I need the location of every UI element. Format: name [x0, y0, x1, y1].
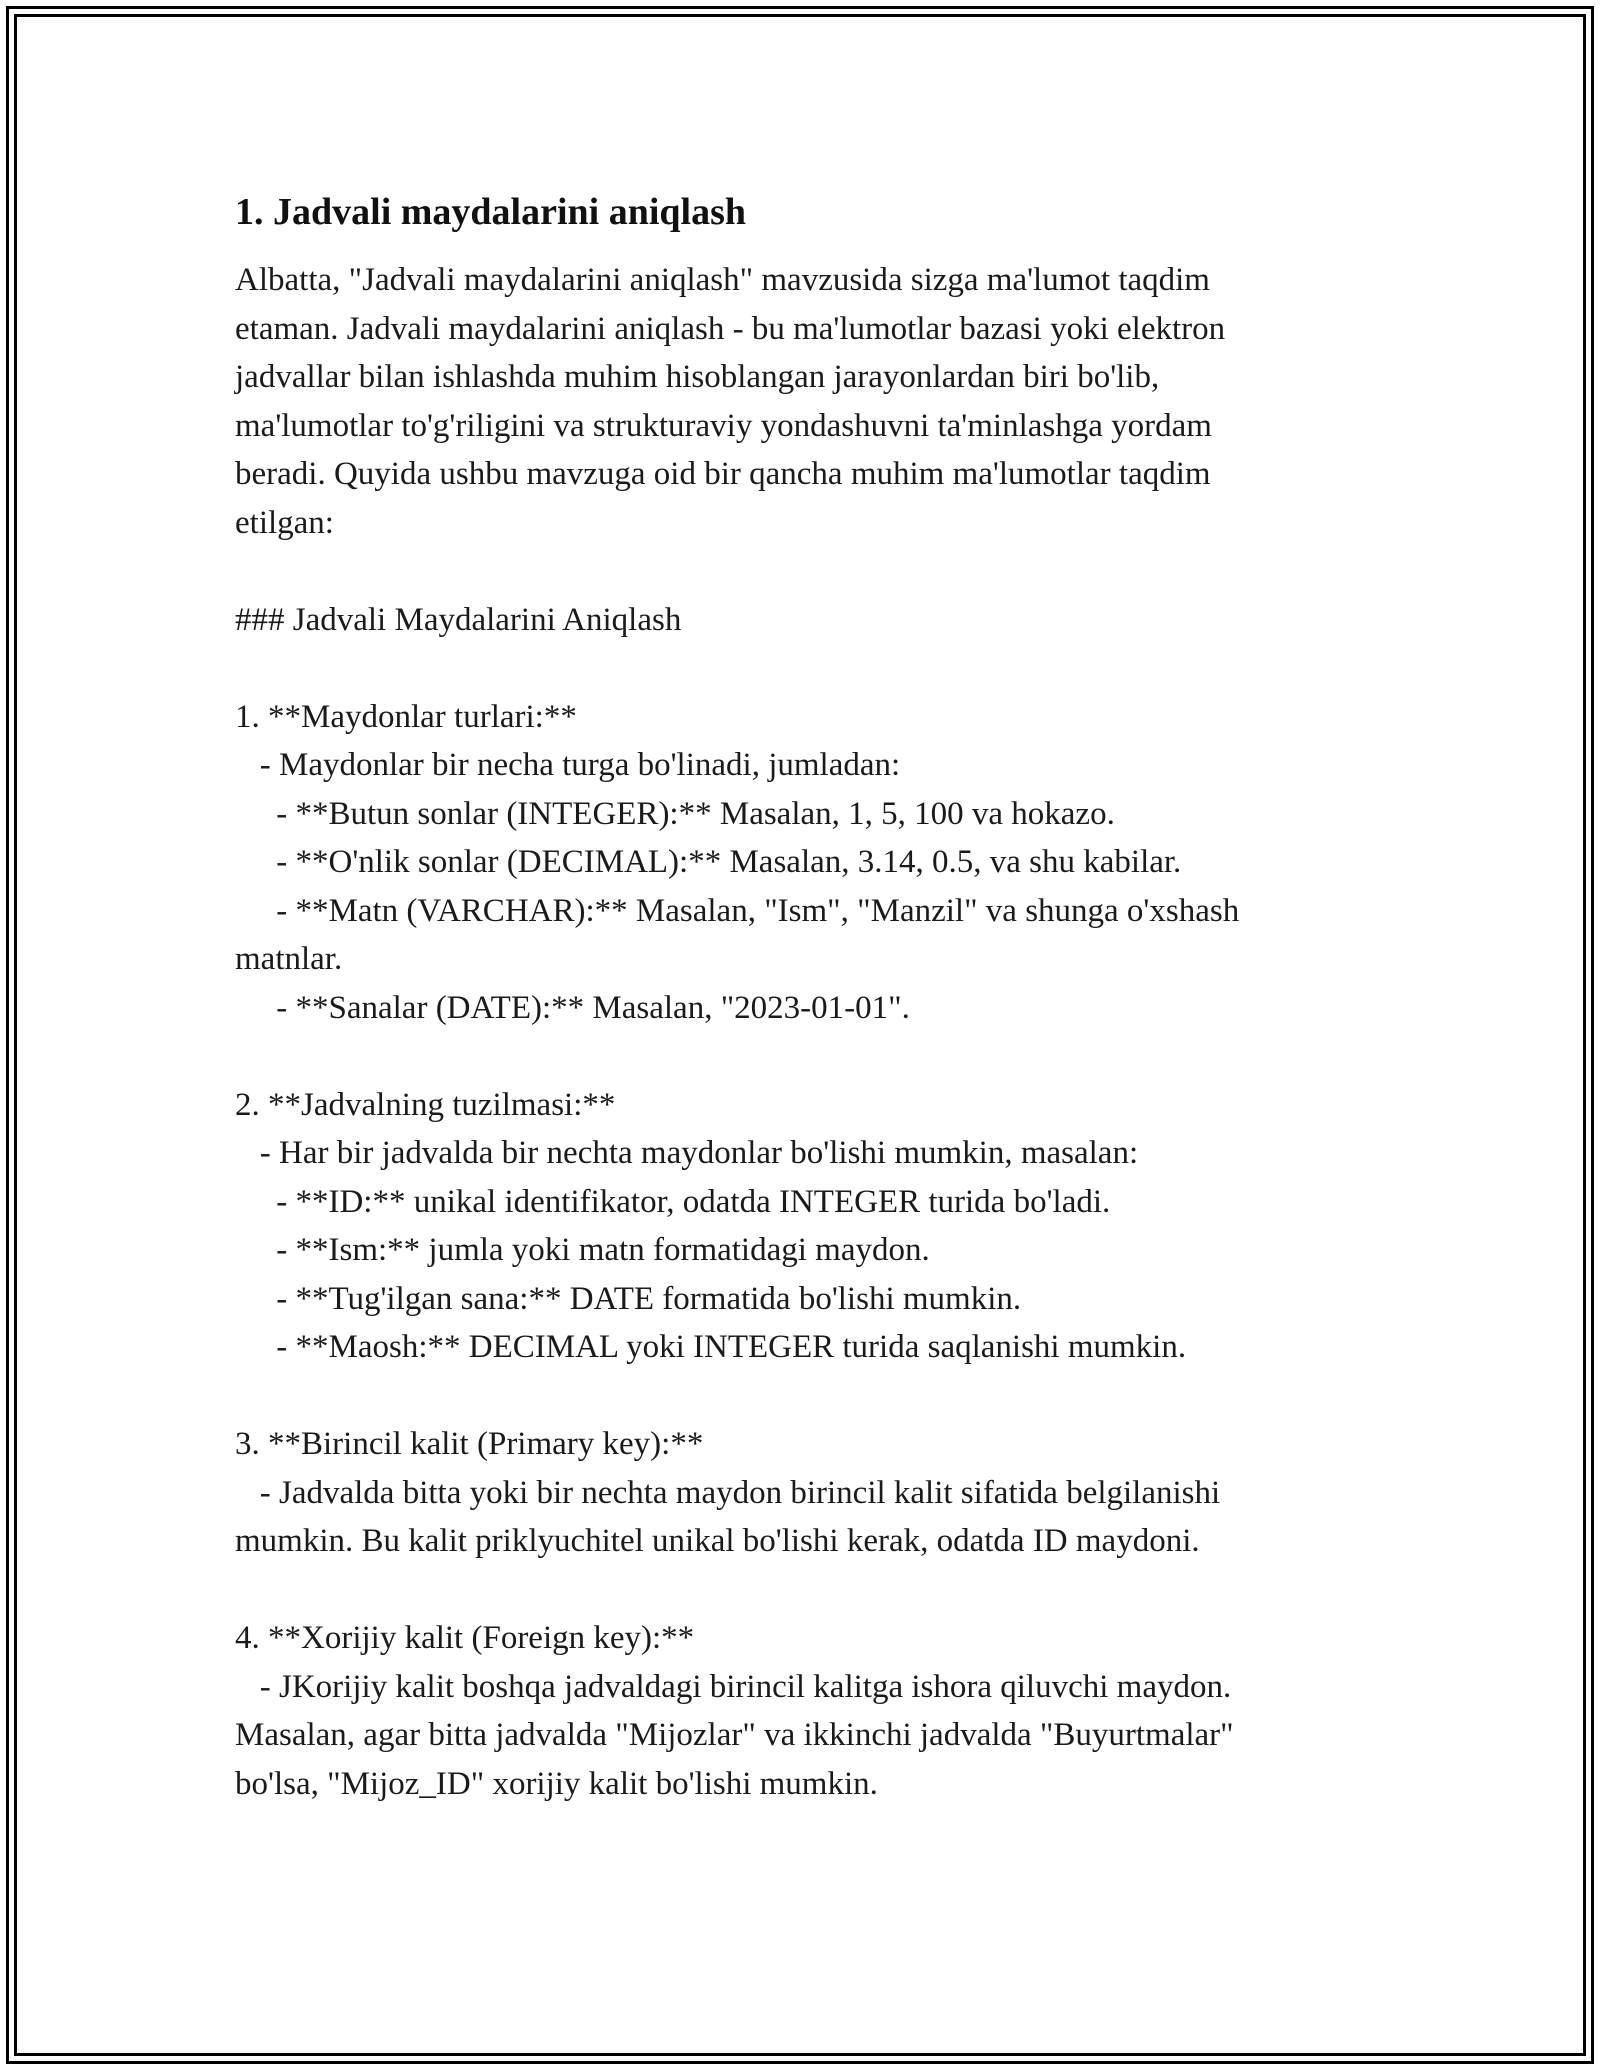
section-line: bo'lsa, "Mijoz_ID" xorijiy kalit bo'lishi mumkin. — [235, 1765, 878, 1802]
spacer — [235, 1566, 1385, 1615]
intro-line: etaman. Jadvali maydalarini aniqlash - bu ma'lumotlar bazasi yoki elektron — [235, 310, 1226, 347]
intro-line: beradi. Quyida ushbu mavzuga oid bir qancha muhim ma'lumotlar taqdim — [235, 456, 1211, 492]
section-line: Masalan, agar bitta jadvalda "Mijozlar" va ikkinchi jadvalda "Buyurtmalar" — [235, 1717, 1234, 1753]
section-heading: 2. **Jadvalning tuzilmasi:** — [235, 1086, 616, 1123]
section-field-types — [235, 693, 1385, 1033]
section-line: matnlar. — [235, 941, 343, 977]
section-table-structure — [235, 1081, 1385, 1372]
section-line: - **O'nlik sonlar (DECIMAL):** Masalan, 3.14, 0.5, va shu kabilar. — [235, 844, 1182, 880]
section-line: - JKorijiy kalit boshqa jadvaldagi birincil kalitga ishora qiluvchi maydon. — [235, 1668, 1232, 1705]
section-heading: 1. **Maydonlar turlari:** — [235, 698, 577, 735]
document-title: 1. Jadvali maydalarini aniqlash — [235, 191, 747, 233]
section-line: - Maydonlar bir necha turga bo'linadi, jumladan: — [235, 747, 901, 783]
intro-line: Albatta, "Jadvali maydalarini aniqlash" mavzusida sizga ma'lumot taqdim — [235, 262, 1210, 298]
spacer — [235, 1372, 1385, 1421]
section-line: - Jadvalda bitta yoki bir nechta maydon birincil kalit sifatida belgilanishi — [235, 1474, 1221, 1511]
intro-line: etilgan: — [235, 504, 334, 541]
section-line: - **Butun sonlar (INTEGER):** Masalan, 1, 5, 100 va hokazo. — [235, 795, 1115, 832]
section-line: - **Matn (VARCHAR):** Masalan, "Ism", "Manzil" va shunga o'xshash — [235, 892, 1240, 929]
intro-paragraph — [235, 256, 1385, 547]
document-body — [235, 188, 1385, 1808]
section-line: - **Maosh:** DECIMAL yoki INTEGER turida saqlanishi mumkin. — [235, 1329, 1187, 1365]
subheading: ### Jadvali Maydalarini Aniqlash — [235, 601, 682, 638]
section-foreign-key — [235, 1614, 1385, 1808]
section-line: - Har bir jadvalda bir nechta maydonlar bo'lishi mumkin, masalan: — [235, 1135, 1139, 1171]
section-line: - **Ism:** jumla yoki matn formatidagi maydon. — [235, 1232, 930, 1268]
spacer — [235, 1032, 1385, 1081]
section-heading: 4. **Xorijiy kalit (Foreign key):** — [235, 1620, 695, 1656]
intro-line: ma'lumotlar to'g'riligini va strukturaviy yondashuvni ta'minlashga yordam — [235, 407, 1212, 444]
intro-line: jadvallar bilan ishlashda muhim hisoblangan jarayonlardan biri bo'lib, — [235, 359, 1160, 395]
section-line: - **Sanalar (DATE):** Masalan, "2023-01-01". — [235, 989, 910, 1026]
section-primary-key — [235, 1420, 1385, 1566]
section-line: mumkin. Bu kalit priklyuchitel unikal bo'lishi kerak, odatda ID maydoni. — [235, 1523, 1200, 1559]
spacer — [235, 644, 1385, 693]
spacer — [235, 547, 1385, 596]
section-line: - **Tug'ilgan sana:** DATE formatida bo'lishi mumkin. — [235, 1280, 1022, 1317]
section-line: - **ID:** unikal identifikator, odatda INTEGER turida bo'ladi. — [235, 1183, 1111, 1220]
section-heading: 3. **Birincil kalit (Primary key):** — [235, 1426, 704, 1462]
